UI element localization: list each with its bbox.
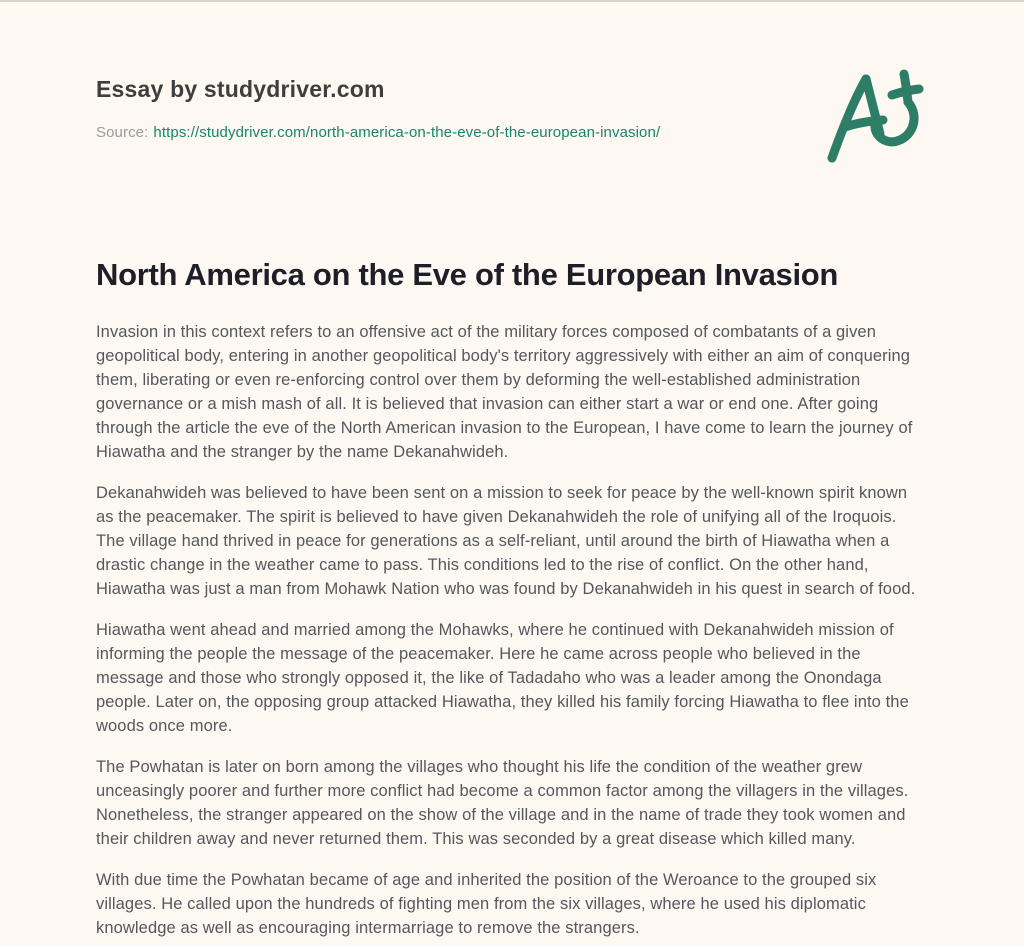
source-line bbox=[96, 124, 928, 141]
source-link[interactable]: https://studydriver.com/north-america-on-the-eve-of-the-european-invasion/ bbox=[153, 124, 661, 141]
essay-title: North America on the Eve of the European Invasion bbox=[96, 257, 839, 292]
essay-paragraph: Dekanahwideh was believed to have been sent on a mission to seek for peace by the well-known spirit known as the peacemaker. The spirit is believed to have given Dekanahwideh the role of unifying all of the Iroquois. The village hand thrived in peace for generations as a self-reliant, until around the birth of Hiawatha when a drastic change in the weather came to pass. This conditions led to the rise of conflict. On the other hand, Hiawatha was just a man from Mohawk Nation who was found by Dekanahwideh in his quest in search of food. bbox=[96, 484, 916, 598]
page-header bbox=[96, 76, 928, 141]
essay-body bbox=[96, 257, 928, 940]
page-container bbox=[0, 2, 1024, 940]
essay-paragraph: With due time the Powhatan became of age and inherited the position of the Weroance to the grouped six villages. He called upon the hundreds of fighting men from the six villages, where he used his diplomatic knowledge as well as encouraging intermarriage to remove the strangers. bbox=[96, 871, 877, 937]
byline: Essay by studydriver.com bbox=[96, 76, 385, 102]
essay-paragraph: Invasion in this context refers to an offensive act of the military forces composed of combatants of a given geopolitical body, entering in another geopolitical body's territory aggressively with either an aim of conquering them, liberating or even re-enforcing control over them by deforming the well-established administration governance or a mish mash of all. It is believed that invasion can either start a war or end one. After going through the article the eve of the North American invasion to the European, I have come to learn the journey of Hiawatha and the stranger by the name Dekanahwideh. bbox=[96, 323, 913, 461]
essay-paragraph: The Powhatan is later on born among the villages who thought his life the condition of the weather grew unceasingly poorer and further more conflict had become a common factor among the villagers in the villages. Nonetheless, the stranger appeared on the show of the village and in the name of trade they took women and their children away and never returned them. This was seconded by a great disease which killed many. bbox=[96, 758, 909, 848]
essay-paragraph: Hiawatha went ahead and married among the Mohawks, where he continued with Dekanahwideh mission of informing the people the message of the peacemaker. Here he came across people who believed in the message and those who strongly opposed it, the like of Tadadaho who was a leader among the Onondaga people. Later on, the opposing group attacked Hiawatha, they killed his family forcing Hiawatha to flee into the woods once more. bbox=[96, 621, 909, 735]
a-plus-logo-icon bbox=[820, 66, 930, 166]
source-label: Source: bbox=[96, 124, 149, 141]
